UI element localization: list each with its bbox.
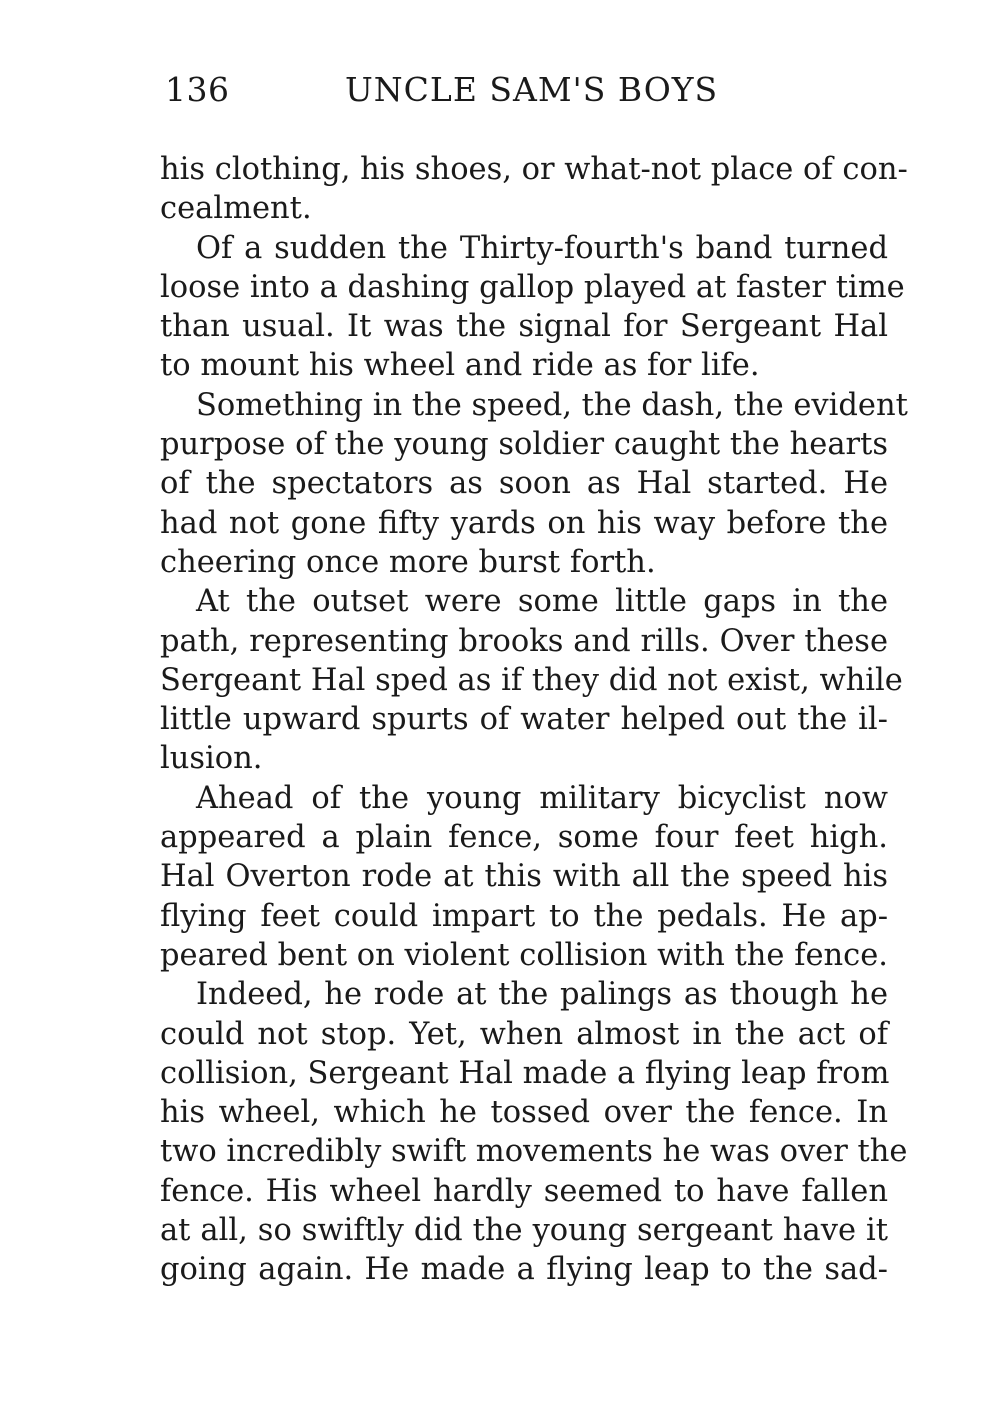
text-line: flying feet could impart to the pedals. He ap- [160,898,888,934]
text-line: loose into a dashing gallop played at faster time [160,269,905,305]
body-text [160,150,908,1290]
text-line: Of a sudden the Thirty-fourth's band turned [196,230,888,266]
text-line: Hal Overton rode at this with all the speed his [160,859,888,895]
text-line: at all, so swiftly did the young sergeant have it [160,1213,888,1249]
text-line: cealment. [160,191,312,227]
text-line: of the spectators as soon as Hal started. He [160,466,888,502]
text-line: than usual. It was the signal for Sergeant Hal [160,309,888,345]
paragraph [160,150,908,229]
paragraph [160,582,903,778]
paragraph [160,975,908,1289]
text-line: Something in the speed, the dash, the evident [196,387,908,423]
text-line: Sergeant Hal sped as if they did not exist, while [160,662,903,698]
paragraph [160,386,908,582]
text-line: going again. He made a flying leap to the sad- [160,1252,888,1288]
text-line: his wheel, which he tossed over the fence. In [160,1095,888,1131]
text-line: appeared a plain fence, some four feet high. [160,820,888,856]
text-line: At the outset were some little gaps in the [196,584,888,620]
running-title: UNCLE SAM'S BOYS [345,70,719,109]
text-line: two incredibly swift movements he was over the [160,1134,908,1170]
paragraph [160,229,905,386]
text-line: his clothing, his shoes, or what-not place of con- [160,152,908,187]
text-line: fence. His wheel hardly seemed to have fallen [160,1173,888,1209]
text-line: lusion. [160,741,263,777]
text-line: cheering once more burst forth. [160,544,656,580]
paragraph [160,779,888,975]
text-line: purpose of the young soldier caught the hearts [160,427,888,463]
text-line: collision, Sergeant Hal made a flying leap from [160,1055,890,1091]
text-line: Ahead of the young military bicyclist now [196,780,888,816]
text-line: little upward spurts of water helped out the il- [160,702,888,738]
text-line: Indeed, he rode at the palings as though he [196,977,888,1013]
text-line: path, representing brooks and rills. Over these [160,623,888,659]
page-header [165,68,725,112]
page-number: 136 [165,70,230,109]
text-line: had not gone fifty yards on his way before the [160,505,888,541]
text-line: could not stop. Yet, when almost in the act of [160,1016,888,1052]
text-line: peared bent on violent collision with the fence. [160,937,888,973]
text-line: to mount his wheel and ride as for life. [160,348,760,384]
